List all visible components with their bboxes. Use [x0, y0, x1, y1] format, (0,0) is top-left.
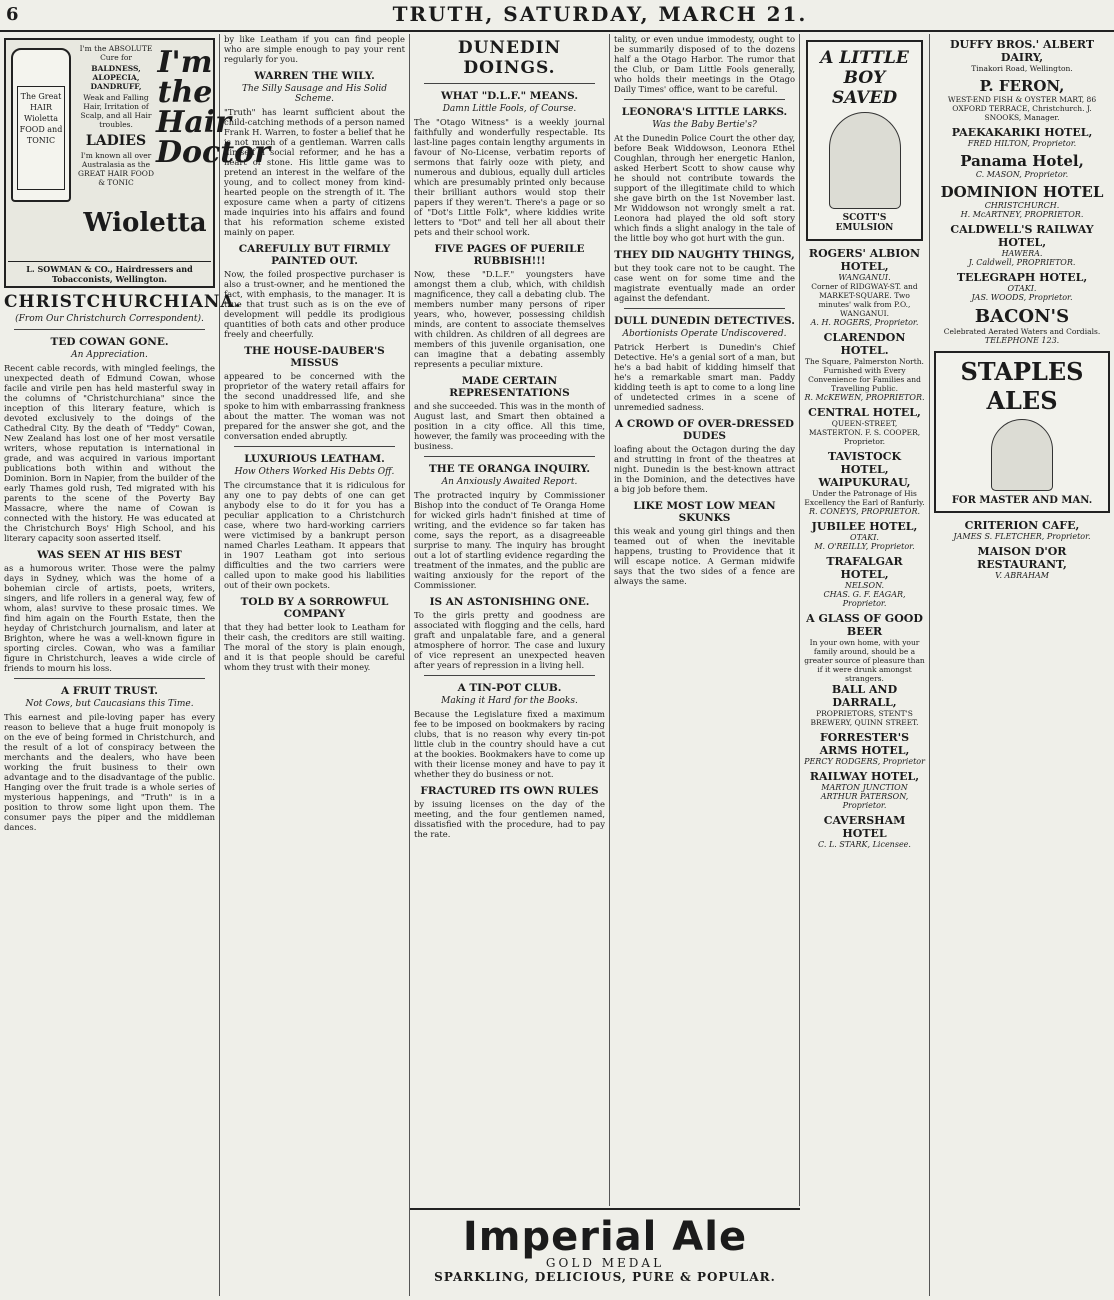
bottle-label: The Great HAIR Wioletta FOOD and TONIC [17, 86, 65, 190]
hotel-proprietor: R. McKEWEN, PROPRIETOR. [804, 393, 925, 402]
hotel-desc: Corner of RIDGWAY-ST. and MARKET-SQUARE. Two minutes' walk from P.O., WANGANUI. [811, 282, 918, 318]
story-subtitle: An Appreciation. [71, 350, 148, 360]
divider [424, 675, 595, 676]
ad-title: DUFFY BROS.' ALBERT DAIRY, [949, 38, 1095, 64]
ad-title: CRITERION CAFE, [964, 519, 1080, 532]
story-text: Recent cable records, with mingled feelings, the unexpected death of Edmund Cowan, whose facile and virile pen has held masterful sway in the columns of "Christchurchiana" since the inception of this literary feature, which is devoted exclusively to the doings of the Cathedral City. By the death of "Teddy" Cowan, New Zealand has lost one of her most versatile writers, whose reputation is international in grade, and was acquired in various important publications both within and without the Dominion. Born in Napier, from the builder of the early Thames gold rush, Ted migrated with his parents to the scene of the Poverty Bay Massacre, where the name of Cowan is connected with the history. He was educated at the Christchurch Boys' High School, and his literary capacity soon asserted itself. [4, 363, 215, 543]
story-text: by like Leatham if you can find people who are simple enough to pay your rent regularly for you. [224, 34, 405, 64]
story-text: "Truth" has learnt sufficient about the child-catching methods of a person named Frank H. Warren, to foster a belief that he is not much of a gentleman. Warren calls himself a social reformer, and he has a heart of stone. His little game was to pretend an interest in the welfare of the young, and to collect money from kind-hearted people on the strength of it. The exposure came when a party of citizens made inquiries into his affairs and found that his reformation scheme existed mainly on paper. [224, 107, 405, 237]
ad-desc: WEST-END FISH & OYSTER MART, 86 OXFORD TERRACE, Christchurch. J. SNOOKS, Manager. [947, 95, 1097, 122]
ad-line-5: I'm known all over Australasia as the GREAT HAIR FOOD & TONIC [78, 151, 154, 187]
story-text: The circumstance that it is ridiculous for any one to pay debts of one can get anybody else to do it for you has a peculiar application to a Christchurch case, where two hard-working carriers were victimised by a bankrupt person named Charles Leatham. It appears that in 1907 Leatham got into serious difficulties and the two carriers were called upon to make good his liabilities out of their own pockets. [224, 480, 405, 590]
ale-tagline: SPARKLING, DELICIOUS, PURE & POPULAR. [434, 1270, 776, 1284]
hotel-town: MARTON JUNCTION [821, 783, 908, 792]
section-title: CHRISTCHURCHIANA. [4, 292, 242, 312]
divider [624, 99, 785, 100]
hotel-name: FORRESTER'S ARMS HOTEL, [819, 731, 910, 757]
story-text: by issuing licenses on the day of the meeting, and the four gentlemen named, dissatisfied with the procedure, had to pay the rate. [414, 799, 605, 839]
ad-title: STAPLES ALES [960, 357, 1084, 415]
hotel-proprietor: H. McARTNEY, PROPRIETOR. [960, 210, 1084, 219]
story-crosshead: A CROWD OF OVER-DRESSED DUDES [615, 418, 794, 442]
story-text: Now, these "D.L.F." youngsters have amongst them a club, which, with childish magnificence, they call a debating club. The members number many persons of riper years, who, however, possessing childish minds, are content to associate themselves with children. As children of all degrees are members of this juvenile organisation, one can imagine that a debating assembly represents a peculiar mixture. [414, 269, 605, 369]
restaurant-ad [934, 545, 1110, 580]
divider [14, 678, 205, 679]
hotel-name: ROGERS' ALBION HOTEL, [808, 247, 921, 273]
hotel-proprietor: A. H. ROGERS, Proprietor. [810, 318, 919, 327]
hotel-proprietor: PERCY RODGERS, Proprietor [804, 757, 925, 766]
hotel-town: NELSON. [844, 581, 885, 590]
hotel-ad [804, 555, 925, 608]
hotel-town: WANGANUI. [838, 273, 891, 282]
story-text: Now, the foiled prospective purchaser is also a trust-owner, and he mentioned the fact, with emphasis, to the manager. It is true that trust such as is on the eve of development will peddle its prodigious quantities of both cats and other produce freely and cheerfully. [224, 269, 405, 339]
bottle-illustration [11, 48, 71, 202]
ad-bottle-wrap [10, 44, 72, 206]
hotel-proprietor: J. Caldwell, PROPRIETOR. [968, 258, 1076, 267]
ad-line-4: LADIES [85, 133, 147, 149]
hotel-proprietor: FRED HILTON, Proprietor. [967, 139, 1077, 148]
masthead [0, 0, 1114, 32]
ad-desc: PROPRIETORS, STENT'S BREWERY, QUINN STREET. [810, 709, 919, 727]
ad-proprietor: JAMES S. FLETCHER, Proprietor. [953, 532, 1091, 541]
fish-ad [934, 77, 1110, 122]
hotel-proprietor: R. CONEYS, PROPRIETOR. [808, 507, 921, 516]
story-crosshead: FIVE PAGES OF PUERILE RUBBISH!!! [434, 243, 585, 267]
hotel-ad [804, 406, 925, 446]
hotel-ad [804, 814, 925, 849]
story-title: DULL DUNEDIN DETECTIVES. [614, 315, 795, 327]
hotel-name: DOMINION HOTEL [940, 183, 1104, 201]
hotel-name: Panama Hotel, [960, 152, 1084, 170]
divider [424, 456, 595, 457]
story-text: Because the Legislature fixed a maximum fee to be imposed on bookmakers by racing clubs, that is no reason why every tin-pot little club in the country should have a cut at the bookies. Bookmakers have to come up with their license money and have to pay it whether they do business or not. [414, 709, 605, 779]
story-subtitle: Was the Baby Bertie's? [652, 120, 757, 130]
story-text: appeared to be concerned with the proprietor of the watery retail affairs for the second unaddressed life, and she spoke to him with embarrassing frankness about the matter. The woman was not prepared for the answer she got, and the conversation ended abruptly. [224, 371, 405, 441]
story-title: THE TE ORANGA INQUIRY. [428, 463, 591, 475]
column-1 [0, 34, 270, 1296]
story-crosshead: THE HOUSE-DAUBER'S MISSUS [244, 345, 385, 369]
beer-ad [804, 612, 925, 727]
story-subtitle: Damn Little Fools, of Course. [442, 104, 577, 114]
hotel-name: TRAFALGAR HOTEL, [826, 555, 903, 581]
hotel-name: JUBILEE HOTEL, [811, 520, 918, 533]
hotel-desc: The Square, Palmerston North. Furnished with Every Convenience for Families and Travelling Public. [805, 357, 924, 393]
hotel-proprietor: CHAS. G. F. EAGAR, Proprietor. [823, 590, 906, 608]
section-subtitle: (From Our Christchurch Correspondent). [15, 314, 204, 324]
ad-desc: Celebrated Aerated Waters and Cordials. [943, 327, 1101, 336]
column-4 [610, 34, 800, 1206]
ad-title: A LITTLE BOY SAVED [820, 48, 909, 108]
ad-desc: Tinakori Road, Wellington. [971, 64, 1073, 73]
hotel-name: RAILWAY HOTEL, [809, 770, 920, 783]
story-crosshead: WAS SEEN AT HIS BEST [37, 549, 182, 561]
hotel-name: TELEGRAPH HOTEL, [956, 271, 1088, 284]
ad-title: A GLASS OF GOOD BEER [806, 612, 923, 638]
story-subtitle: Not Cows, but Caucasians this Time. [25, 699, 194, 709]
story-title: TED COWAN GONE. [50, 336, 169, 348]
story-crosshead: LIKE MOST LOW MEAN SKUNKS [633, 500, 776, 524]
divider [234, 446, 395, 447]
story-text: this weak and young girl things and then teamed out of when the inevitable happens, trusting to Providence that it will escape notice. A German midwife says that the two sides of a fence are always the same. [614, 526, 795, 586]
ad-brewer: BALL AND DARRALL, [831, 683, 898, 709]
story-text: tality, or even undue immodesty, ought to be summarily disposed of to the dozens half a the Otago Harbor. The rumor that the Club, or Dam Little Fools generally, who holds their meetings in the Otago Daily Times' office, want to be careful. [614, 34, 795, 94]
ad-line-3: Weak and Falling Hair, Irritation of Scalp, and all Hair troubles. [80, 93, 152, 129]
page-number: 6 [6, 4, 19, 25]
story-text: The protracted inquiry by Commissioner Bishop into the conduct of Te Oranga Home for wicked girls hadn't finished at time of writing, and the evidence so far taken has come, says the report, as a disagreeable surprise to many. The inquiry has brought out a lot of startling evidence regarding the treatment of the inmates, and the public are waiting anxiously for the report of the Commissioner. [414, 490, 605, 590]
section-title: DUNEDIN DOINGS. [457, 38, 562, 78]
story-crosshead: CAREFULLY BUT FIRMLY PAINTED OUT. [238, 243, 391, 267]
hotel-ad [804, 731, 925, 766]
hotel-proprietor: ARTHUR PATERSON, Proprietor. [820, 792, 909, 810]
story-text: and she succeeded. This was in the month of August last, and Smart then obtained a position in a city office. All this time, however, the family was proceeding with the business. [414, 401, 605, 451]
story-text: This earnest and pile-loving paper has every reason to believe that a huge fruit monopoly is on the eve of being formed in Christchurch, and the result of a lot of conspiracy between the merchants and the dealers, who have been working the fruit business to their own advantage and to the disadvantage of the public. Hanging over the fruit trade is a whole series of mysterious happenings, and "Truth" is in a position to throw some light upon them. The consumer pays the piper and the middleman dances. [4, 712, 215, 832]
hotel-ad [804, 247, 925, 327]
story-title: LEONORA'S LITTLE LARKS. [621, 106, 788, 118]
divider [424, 83, 595, 84]
hotel-name: CENTRAL HOTEL, [808, 406, 921, 419]
ad-title: BACON'S [974, 306, 1070, 327]
dairy-ad [934, 38, 1110, 73]
story-title: WHAT "D.L.F." MEANS. [440, 90, 579, 102]
column-3 [410, 34, 610, 1206]
story-text: The "Otago Witness" is a weekly journal faithfully and wonderfully respectable. Its last-line pages contain lengthy arguments in favour of No-License, verbatim reports of sermons that fairly ooze with piety, and numerous and dubious, equally dull articles which are presumably printed only because their brilliant authors would stop their papers if they weren't. There's a page or so of "Dot's Little Folk", where kiddies write letters to "Dot" and tell her all about their pets and their school work. [414, 117, 605, 237]
hotel-name: PAEKAKARIKI HOTEL, [951, 126, 1093, 139]
imperial-ale-ad [410, 1208, 800, 1298]
newspaper-title: TRUTH, SATURDAY, MARCH 21. [392, 2, 808, 26]
hotel-town: OTAKI. [850, 533, 879, 542]
ad-footer: SCOTT'S EMULSION [835, 213, 894, 233]
bacon-ad [934, 306, 1110, 345]
hotel-desc: Under the Patronage of His Excellency the Earl of Ranfurly. [804, 489, 925, 507]
story-subtitle: Making it Hard for the Books. [441, 696, 578, 706]
ad-brand: Wioletta [83, 208, 207, 238]
hotel-ad [934, 223, 1110, 267]
hotel-ad [804, 331, 925, 402]
column-2 [220, 34, 410, 1296]
ad-footer: L. SOWMAN & CO., Hairdressers and Tobacconists, Wellington. [8, 261, 211, 284]
story-subtitle: An Anxiously Awaited Report. [441, 477, 578, 487]
ad-proprietor: V. ABRAHAM [995, 571, 1049, 580]
story-subtitle: The Silly Sausage and His Solid Scheme. [241, 84, 388, 104]
hotel-town: OTAKI. [1007, 284, 1037, 293]
story-title: A TIN-POT CLUB. [457, 682, 562, 694]
story-text: as a humorous writer. Those were the palmy days in Sydney, which was the home of a bohemian circle of artists, poets, writers, singers, and life rollers in a general way, few of whom, alas! survive to these prosaic times. We find him again on the Fourth Estate, then the heyday of Christchurch journalism, and later at Brighton, where he was a well-known figure in sporting circles. Cowan, who was a familiar figure in Christchurch, leaves a wide circle of friends to mourn his loss. [4, 563, 215, 673]
column-5 [800, 34, 930, 1296]
figure-illustration [829, 112, 901, 209]
hotel-proprietor: JAS. WOODS, Proprietor. [971, 293, 1073, 302]
story-text: loafing about the Octagon during the day and strutting in front of the theatres at night. Dunedin is the best-known attract in the Dominion, and the detectives have a big job before them. [614, 444, 795, 494]
hotel-ad [934, 126, 1110, 148]
story-title: WARREN THE WILY. [254, 70, 375, 82]
hotel-proprietor: M. O'REILLY, Proprietor. [814, 542, 915, 551]
column-6 [930, 34, 1114, 1296]
hotel-proprietor: C. MASON, Proprietor. [975, 170, 1069, 179]
ad-desc: In your own home, with your family around, should be a greater source of pleasure than if it were drunk amongst strangers. [804, 638, 925, 683]
hotel-name: TAVISTOCK HOTEL, WAIPUKURAU, [818, 450, 911, 489]
hotel-ad [804, 520, 925, 551]
story-title: A FRUIT TRUST. [61, 685, 158, 697]
ale-name: Imperial Ale [462, 1214, 748, 1260]
hotel-ad [934, 183, 1110, 219]
ad-tagline: FOR MASTER AND MAN. [951, 495, 1093, 506]
ad-script: I'm the Hair Doctor [156, 45, 270, 170]
staples-ales-ad [934, 351, 1110, 513]
story-subtitle: Abortionists Operate Undiscovered. [622, 329, 787, 339]
ad-title: P. FERON, [979, 77, 1065, 95]
hotel-ad [804, 450, 925, 516]
story-text: that they had better look to Leatham for their cash, the creditors are still waiting. The moral of the story is plain enough, and it is that people should be careful whom they trust with their money. [224, 622, 405, 672]
story-text: Patrick Herbert is Dunedin's Chief Detective. He's a genial sort of a man, but he's a bad habit of kidding himself that he's a remarkable smart man. Paddy kidding teeth is apt to come to a long line of undetected crimes in a scene of unremedied sadness. [614, 342, 795, 412]
ale-medal: GOLD MEDAL [545, 1256, 665, 1270]
hotel-proprietor: C. L. STARK, Licensee. [818, 840, 911, 849]
cafe-ad [934, 519, 1110, 541]
hotel-ad [934, 271, 1110, 302]
story-title: LUXURIOUS LEATHAM. [244, 453, 385, 465]
ad-line-1: I'm the ABSOLUTE Cure for [79, 44, 153, 62]
hotel-desc: QUEEN-STREET, MASTERTON. F. S. COOPER, Proprietor. [808, 419, 921, 446]
ad-copy [76, 44, 156, 189]
story-crosshead: IS AN ASTONISHING ONE. [429, 596, 590, 608]
hotel-name: CALDWELL'S RAILWAY HOTEL, [950, 223, 1094, 249]
story-subtitle: How Others Worked His Debts Off. [234, 467, 395, 477]
divider [14, 329, 205, 330]
hotel-name: CLARENDON HOTEL. [823, 331, 906, 357]
scotts-emulsion-ad [806, 40, 923, 241]
story-text: To the girls pretty and goodness are associated with flogging and the cells, hard graft and unpalatable fare, and a general atmosphere of horror. The case and luxury of vice represent an unexpected heaven after years of repression in a living hell. [414, 610, 605, 670]
hotel-ad [934, 152, 1110, 179]
hotel-town: HAWERA. [1001, 249, 1043, 258]
figure-illustration [991, 419, 1053, 491]
hotel-ad [804, 770, 925, 810]
divider [624, 308, 785, 309]
hair-tonic-ad [4, 38, 270, 288]
story-crosshead: TOLD BY A SORROWFUL COMPANY [240, 596, 389, 620]
story-crosshead: THEY DID NAUGHTY THINGS, [614, 249, 795, 261]
ad-line-2: BALDNESS, ALOPECIA, DANDRUFF, [90, 64, 142, 91]
story-text: At the Dunedin Police Court the other day, before Beak Widdowson, Leonora Ethel Coughlan, through her energetic Hanlon, asked Herbert Scott to show cause why he should not contribute towards the support of the illegitimate child to which she gave birth on the 1st November last. Mr Widdowson not wrongly smelt a rat. Leonora had played the old soft story which finds a slight analogy in the tale of the little boy who got hurt with the gun. [614, 133, 795, 243]
story-text: but they took care not to be caught. The case went on for some time and the magistrate eventually made an order against the defendant. [614, 263, 795, 303]
hotel-name: CAVERSHAM HOTEL [823, 814, 906, 840]
ad-title: MAISON D'OR RESTAURANT, [977, 545, 1067, 571]
story-crosshead: FRACTURED ITS OWN RULES [420, 785, 599, 797]
hotel-town: CHRISTCHURCH. [984, 201, 1060, 210]
story-crosshead: MADE CERTAIN REPRESENTATIONS [449, 375, 570, 399]
ad-phone: TELEPHONE 123. [984, 336, 1060, 345]
